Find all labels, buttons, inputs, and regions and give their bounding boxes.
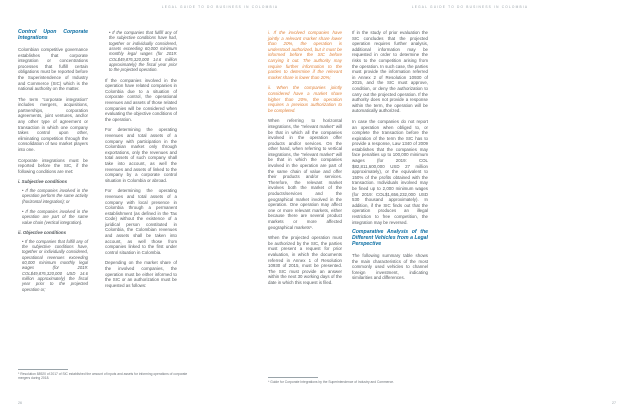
- callout-item: i. If the involved companies have jointly a relevant market share lower than 20%, the operation is understood authorized, but it must be informed before the SIC before carrying it out. The authority may require further information to the parties to determine if the relevant market share is lower than 20%;: [268, 30, 342, 80]
- column-1: [18, 30, 88, 297]
- paragraph: Colombian competitive governance establishes that corporate integration or concentrations processes that fulfill certain obligations must be reported before the Superintendence of Industry and Commerce (SIC) which is the national authority on the matter.: [18, 46, 88, 92]
- section-title-comparative-analysis: Comparative Analysis of the Different Vehicles from a Legal Perspective: [352, 229, 428, 248]
- footnote-right: ⁶ Guide for Corporate Integrations by the Superintendence of Industry and Commerce.: [268, 380, 394, 384]
- paragraph: For determining the operating revenues and total assets of a company with participation in the Colombian market only through exportations, only the revenues and total assets of such company shall take into account, as well the revenues and assets of linked to the company by a corporate control situation in Colombia or abroad.: [105, 127, 177, 183]
- bullet-item: • If the companies involved in the operation are part of the same value chain (vertical integration).: [22, 208, 88, 225]
- section-title-corporate-integrations: Control Upon Corporate Integrations: [18, 29, 88, 41]
- paragraph: When referring to horizontal integrations, the “relevant market” will be that in which all the companies involved in the operation offer products and/or services. On the other hand, when referring to vertical integrations, the “relevant market” will be that in which the companies involved in the operation are part of the same chain of value and offer their products and/or services. Therefore, the relevant market involves both the market of the products/services and the geographical market involved in the operation. One operation may affect one or more relevant markets, either because there are several product markets or more affected geographical markets⁶.: [268, 118, 342, 230]
- page-number-right: 27: [612, 401, 616, 405]
- paragraph: Depending on the market share of the involved companies, the operation must be either informed to the SIC or an authorization must be requested as follows:: [105, 260, 177, 288]
- running-header-left: LEGAL GUIDE TO DO BUSINESS IN COLOMBIA: [161, 5, 279, 9]
- paragraph: When the projected operation must be authorized by the SIC, the parties must present a request for prior evaluation, in which the documents referred in Annex 1 of Resolution 10930 of 2015, must be presented. The SIC must provide an answer within the next 30 working days of the date in which this request is filed.: [268, 235, 342, 285]
- callout-item: ii. When the companies jointly considered have a market share higher than 20%, the operation requires a previous authorization to be completed.: [268, 85, 342, 113]
- paragraph: In case the companies do not report an operation when obliged to, or complete the transaction before the expiration of the term the SIC has to provide a response, Law 1340 of 2009 establishes that the companies may face penalties up to 100,000 minimum wages (for 2019: COL $82,811,600,000 USD 27 million approximately), or the equivalent to 150% of the profits obtained with the transaction. Individuals involved may be fined up to 2,000 minimum wages (for 2019: COL$1,656,232,000 USD 530 thousand approximately). In addition, if the SIC finds out that the operation produces an illegal restriction to free competition, the integration may be reversed.: [352, 118, 428, 225]
- footnote-left: ⁵ Resolution 88920 of 2017 of SIC established the amount of inputs and assets for informing operations of corporate mergers during 2018.: [18, 372, 188, 381]
- subtitle-objective-conditions: ii. Objective conditions: [18, 229, 67, 235]
- bullet-item: • If the companies that fulfill any of the subjective conditions have, together or individually considered, operational revenues exceeding 60,000 minimum monthly legal wages (for 2019: COL$49,876,320,000 USD 14.6 million approximately) the fiscal year prior to the projected operation or;: [22, 238, 88, 292]
- paragraph: If the companies involved in the operation have related companies in Colombia due to a situation of corporate control, the operational revenues and assets of those related companies will be considered when evaluating the objective conditions of the operation.: [105, 77, 178, 122]
- column-4: [352, 30, 428, 286]
- column-3: [268, 30, 342, 291]
- footnote-rule-left: [18, 369, 68, 370]
- paragraph: If in the study of prior evaluation the SIC concludes that the projected operation requires further analysis, additional information may be requested in order to determine the risks to the competition arising from the operation. In such case, the parties must provide the information referred in Annex 2 of Resolution 10930 of 2015, and the SIC must approve, condition, or deny the authorization to carry out the projected operation. If the authority does not provide a response within the term, the operation will be automatically authorized.: [352, 30, 428, 114]
- column-2: [105, 30, 177, 293]
- paragraph: Corporate integrations must be reported before the SIC, if the following conditions are met:: [18, 157, 88, 174]
- bullet-item: • If the companies that fulfill any of the subjective conditions have had, together or individually considered, assets exceeding 60,000 minimum monthly legal wages (for 2019: COL$49,876,320,000 14.6 million approximately) the fiscal year prior to the projected operation.: [109, 30, 177, 73]
- paragraph: For determining the operating revenues and total assets of a company with local presence in Colombia through a permanent establishment (as defined in the Tax Code) without the existence of a juridical person constituted in Colombia, the Colombian revenues and assets shall be taken into account, as well those from companies linked to the first under control situation in Colombia.: [105, 188, 177, 255]
- subtitle-subjective-conditions: i. Subjective conditions: [18, 179, 68, 185]
- bullet-item: • If the companies involved in the operation perform the same activity (horizontal integration); or: [22, 188, 88, 204]
- paragraph: The term “corporate integration” includes mergers, acquisitions, partnerships, corporation agreements, joint ventures, and/or any other type of agreement or transaction in which one company takes control upon other, eliminating competition through the consolidation of two market players into one.: [18, 96, 88, 153]
- footnote-rule-right: [268, 377, 318, 378]
- paragraph: The following summary table shows the main characteristics of the most commonly used vehicles to channel foreign investment, indicating similarities and differences.: [352, 253, 428, 281]
- market-share-callout: [268, 30, 342, 113]
- page-number-left: 26: [18, 401, 22, 405]
- running-header-right: LEGAL GUIDE TO DO BUSINESS IN COLOMBIA: [411, 5, 529, 9]
